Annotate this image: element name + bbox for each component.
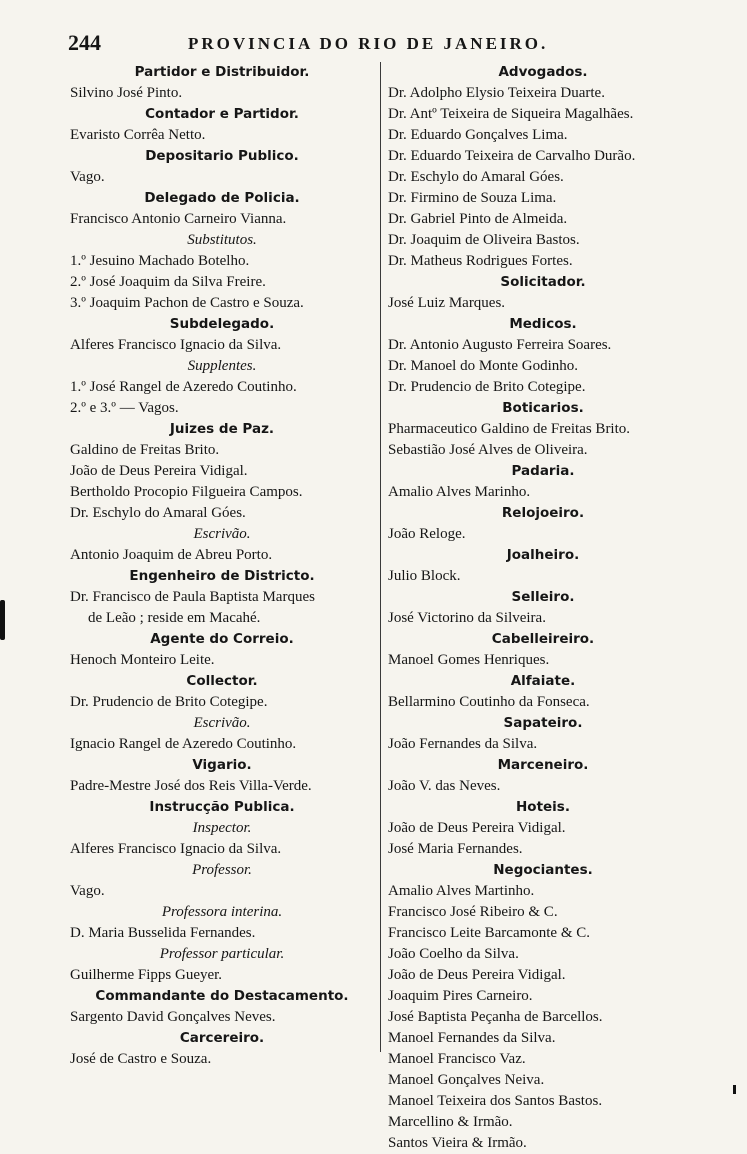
subsection-heading: Inspector. — [192, 820, 252, 836]
list-item: Dr. Prudencio de Brito Cotegipe. — [388, 379, 586, 395]
section-heading: Marceneiro. — [497, 757, 589, 773]
list-item: Henoch Monteiro Leite. — [70, 652, 215, 668]
list-item: Manoel Gonçalves Neiva. — [388, 1072, 545, 1088]
list-item: Dr. Eduardo Gonçalves Lima. — [388, 127, 568, 143]
margin-mark — [733, 1085, 736, 1094]
list-item-continuation: de Leão ; reside em Macahé. — [88, 610, 261, 626]
list-item: Vago. — [70, 169, 105, 185]
list-item: Dr. Antonio Augusto Ferreira Soares. — [388, 337, 612, 353]
column-divider — [380, 62, 381, 1052]
list-item: José Maria Fernandes. — [388, 841, 523, 857]
list-item: Galdino de Freitas Brito. — [70, 442, 220, 458]
section-heading: Juizes de Paz. — [169, 421, 275, 437]
section-heading: Vigario. — [192, 757, 252, 773]
section-heading: Collector. — [186, 673, 258, 689]
section-heading: Commandante do Destacamento. — [95, 988, 349, 1004]
list-item: Francisco Leite Barcamonte & C. — [388, 925, 591, 941]
list-item: Julio Block. — [388, 568, 461, 584]
list-item: João Coelho da Silva. — [388, 946, 519, 962]
list-item: Guilherme Fipps Gueyer. — [70, 967, 223, 983]
list-item: 2.º José Joaquim da Silva Freire. — [70, 274, 266, 290]
list-item: Dr. Adolpho Elysio Teixeira Duarte. — [388, 85, 605, 101]
section-heading: Solicitador. — [500, 274, 586, 290]
list-item: João de Deus Pereira Vidigal. — [388, 967, 566, 983]
list-item: Dr. Prudencio de Brito Cotegipe. — [70, 694, 268, 710]
list-item: Manoel Francisco Vaz. — [388, 1051, 526, 1067]
section-heading: Boticarios. — [502, 400, 584, 416]
list-item: Sebastião José Alves de Oliveira. — [388, 442, 588, 458]
list-item: Dr. Antº Teixeira de Siqueira Magalhães. — [388, 106, 634, 122]
section-heading: Advogados. — [498, 64, 588, 80]
subsection-heading: Professor particular. — [159, 946, 285, 962]
section-heading: Subdelegado. — [169, 316, 275, 332]
list-item: Dr. Gabriel Pinto de Almeida. — [388, 211, 568, 227]
list-item: Padre-Mestre José dos Reis Villa-Verde. — [70, 778, 312, 794]
list-item: José Victorino da Silveira. — [388, 610, 546, 626]
subsection-heading: Professora interina. — [161, 904, 283, 920]
list-item: 1.º José Rangel de Azeredo Coutinho. — [70, 379, 297, 395]
subsection-heading: Substitutos. — [187, 232, 257, 248]
section-heading: Contador e Partidor. — [145, 106, 299, 122]
list-item: Dr. Eschylo do Amaral Góes. — [388, 169, 564, 185]
list-item: Sargento David Gonçalves Neves. — [70, 1009, 276, 1025]
list-item: João de Deus Pereira Vidigal. — [70, 463, 248, 479]
subsection-heading: Supplentes. — [187, 358, 257, 374]
section-heading: Relojoeiro. — [501, 505, 585, 521]
section-heading: Partidor e Distribuidor. — [134, 64, 310, 80]
subsection-heading: Escrivão. — [193, 715, 251, 731]
list-item: Amalio Alves Martinho. — [388, 883, 535, 899]
list-item: Vago. — [70, 883, 105, 899]
list-item: Alferes Francisco Ignacio da Silva. — [70, 337, 282, 353]
subsection-heading: Escrivão. — [193, 526, 251, 542]
section-heading: Padaria. — [511, 463, 575, 479]
section-heading: Sapateiro. — [503, 715, 583, 731]
list-item: Silvino José Pinto. — [70, 85, 183, 101]
running-title: PROVINCIA DO RIO DE JANEIRO. — [188, 34, 549, 53]
section-heading: Negociantes. — [493, 862, 593, 878]
list-item: Bellarmino Coutinho da Fonseca. — [388, 694, 590, 710]
list-item: Bertholdo Procopio Filgueira Campos. — [70, 484, 303, 500]
list-item: Dr. Joaquim de Oliveira Bastos. — [388, 232, 580, 248]
section-heading: Joalheiro. — [506, 547, 580, 563]
list-item: José Luiz Marques. — [388, 295, 506, 311]
list-item: Marcellino & Irmão. — [388, 1114, 513, 1130]
section-heading: Hoteis. — [516, 799, 570, 815]
list-item: Dr. Manoel do Monte Godinho. — [388, 358, 578, 374]
list-item: Pharmaceutico Galdino de Freitas Brito. — [388, 421, 631, 437]
list-item: 2.º e 3.º — Vagos. — [70, 400, 179, 416]
list-item: João V. das Neves. — [388, 778, 501, 794]
list-item: Amalio Alves Marinho. — [388, 484, 531, 500]
section-heading: Depositario Publico. — [145, 148, 299, 164]
right-column — [384, 62, 702, 1154]
list-item: Joaquim Pires Carneiro. — [388, 988, 533, 1004]
list-item: Alferes Francisco Ignacio da Silva. — [70, 841, 282, 857]
list-item: 1.º Jesuino Machado Botelho. — [70, 253, 250, 269]
list-item: João Reloge. — [388, 526, 466, 542]
list-item: Antonio Joaquim de Abreu Porto. — [70, 547, 273, 563]
section-heading: Selleiro. — [511, 589, 575, 605]
list-item: Dr. Eschylo do Amaral Góes. — [70, 505, 246, 521]
subsection-heading: Professor. — [192, 862, 252, 878]
list-item: Ignacio Rangel de Azeredo Coutinho. — [70, 736, 297, 752]
list-item: Dr. Eduardo Teixeira de Carvalho Durão. — [388, 148, 636, 164]
list-item: Evaristo Corrêa Netto. — [70, 127, 206, 143]
page-number: 244 — [68, 30, 101, 55]
list-item: Francisco José Ribeiro & C. — [388, 904, 558, 920]
list-item: Santos Vieira & Irmão. — [388, 1135, 527, 1151]
list-item: Manoel Teixeira dos Santos Bastos. — [388, 1093, 603, 1109]
section-heading: Alfaiate. — [510, 673, 576, 689]
left-column — [66, 62, 378, 1070]
section-heading: Instrucção Publica. — [149, 799, 295, 815]
list-item: Francisco Antonio Carneiro Vianna. — [70, 211, 287, 227]
section-heading: Medicos. — [509, 316, 577, 332]
section-heading: Carcereiro. — [179, 1030, 265, 1046]
list-item: Dr. Francisco de Paula Baptista Marques — [70, 589, 315, 605]
section-heading: Engenheiro de Districto. — [129, 568, 315, 584]
page-header — [68, 30, 588, 60]
list-item: João Fernandes da Silva. — [388, 736, 538, 752]
list-item: D. Maria Busselida Fernandes. — [70, 925, 256, 941]
list-item: 3.º Joaquim Pachon de Castro e Souza. — [70, 295, 304, 311]
margin-mark — [0, 600, 5, 640]
section-heading: Cabelleireiro. — [491, 631, 595, 647]
list-item: José Baptista Peçanha de Barcellos. — [388, 1009, 603, 1025]
section-heading: Agente do Correio. — [150, 631, 294, 647]
list-item: Manoel Fernandes da Silva. — [388, 1030, 556, 1046]
list-item: João de Deus Pereira Vidigal. — [388, 820, 566, 836]
list-item: Manoel Gomes Henriques. — [388, 652, 550, 668]
list-item: José de Castro e Souza. — [70, 1051, 212, 1067]
list-item: Dr. Firmino de Souza Lima. — [388, 190, 557, 206]
list-item: Dr. Matheus Rodrigues Fortes. — [388, 253, 573, 269]
section-heading: Delegado de Policia. — [144, 190, 300, 206]
